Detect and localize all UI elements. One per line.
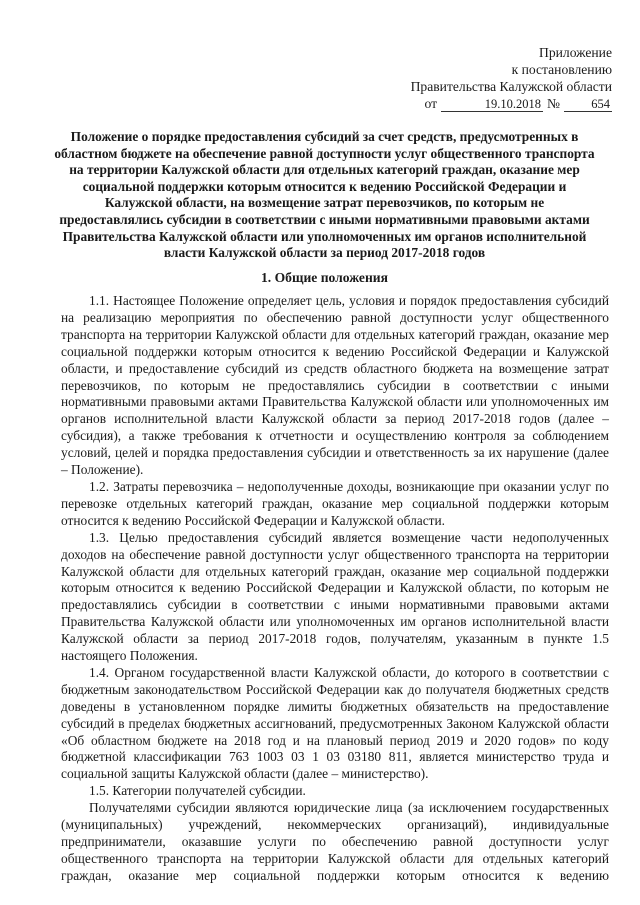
resolution-date: 19.10.2018 (441, 97, 543, 112)
section-heading: 1. Общие положения (261, 270, 388, 285)
paragraph-1-5: 1.5. Категории получателей субсидии. (89, 783, 306, 799)
paragraph-1-2: 1.2. Затраты перевозчика – недополученные доходы, возникающие при оказании услуг по перевозке отдельных категорий граждан, оказание мер социальной поддержки которым относится к ведению Российской Федерации и Калужской области. (61, 478, 609, 528)
appendix-header (362, 44, 612, 112)
paragraph-1-3: 1.3. Целью предоставления субсидий является возмещение части недополученных доходов на обеспечение равной доступности услуг общественного транспорта на территории Калужской области для отдельных категорий граждан, оказание мер социальной поддержки которым относится к ведению Российской Федерации и Калужской области, по которым не предоставлялись субсидии в соответствии с иными нормативными правовыми актами Правительства Калужской области или уполномоченных им органов исполнительной власти Калужской области за период 2017-2018 годов, получателям, указанным в пункте 1.5 настоящего Положения. (61, 529, 609, 664)
resolution-number: 654 (564, 97, 612, 112)
paragraph-1-1: 1.1. Настоящее Положение определяет цель, условия и порядок предоставления субсидий на реализацию мероприятия по обеспечению равной доступности услуг общественного транспорта на территории Калужской области для отдельных категорий граждан, оказание мер социальной поддержки которым относится к ведению Российской Федерации и Калужской области, и предоставление субсидий из средств областного бюджета на возмещение затрат перевозчиков, по которым не предоставлялись субсидии в соответствии с иными нормативными правовыми актами Правительства Калужской области или уполномоченных им органов исполнительной власти Калужской области за период 2017-2018 годов (далее – субсидия), а также требования к отчетности и осуществлению контроля за соблюдением условий, целей и порядка предоставления субсидии и ответственность за их нарушение (далее – Положение). (61, 293, 609, 478)
resolution-reference: к постановлению (511, 62, 612, 77)
paragraph-1-4: 1.4. Органом государственной власти Калужской области, до которого в соответствии с бюджетным законодательством Российской Федерации как до получателя бюджетных средств доведены в установленном порядке лимиты бюджетных обязательств на предоставление субсидий в пределах бюджетных ассигнований, предусмотренных Законом Калужской области «Об областном бюджете на 2018 год и на плановый период 2019 и 2020 годов» по коду бюджетной классификации 763 1003 03 1 03 03180 811, является министерство труда и социальной защиты Калужской области (далее – министерство). (61, 664, 609, 782)
number-sign: № (547, 96, 560, 111)
government-name: Правительства Калужской области (410, 79, 612, 94)
document-body (61, 293, 609, 885)
document-title: Положение о порядке предоставления субсидий за счет средств, предусмотренных в областном бюджете на обеспечение равной доступности услуг общественного транспорта на территории Калужской области для отдельных категорий граждан, оказание мер социальной поддержки которым относится к ведению Российской Федерации и Калужской области, на возмещение затрат перевозчиков, по которым не предоставлялись субсидии в соответствии с иными нормативными правовыми актами Правительства Калужской области или уполномоченных им органов исполнительной власти Калужской области за период 2017-2018 годов (54, 129, 595, 261)
paragraph-recipients: Получателями субсидии являются юридические лица (за исключением государственных (муниципальных) учреждений, некоммерческих организаций), индивидуальные предприниматели, оказавшие услуги по обеспечению равной доступности услуг общественного транспорта на территории Калужской области для отдельных категорий граждан, оказание мер социальной поддержки которым относится к ведению (61, 800, 609, 883)
appendix-label: Приложение (539, 45, 612, 60)
from-label: от (424, 96, 438, 111)
date-number-line (362, 95, 612, 112)
